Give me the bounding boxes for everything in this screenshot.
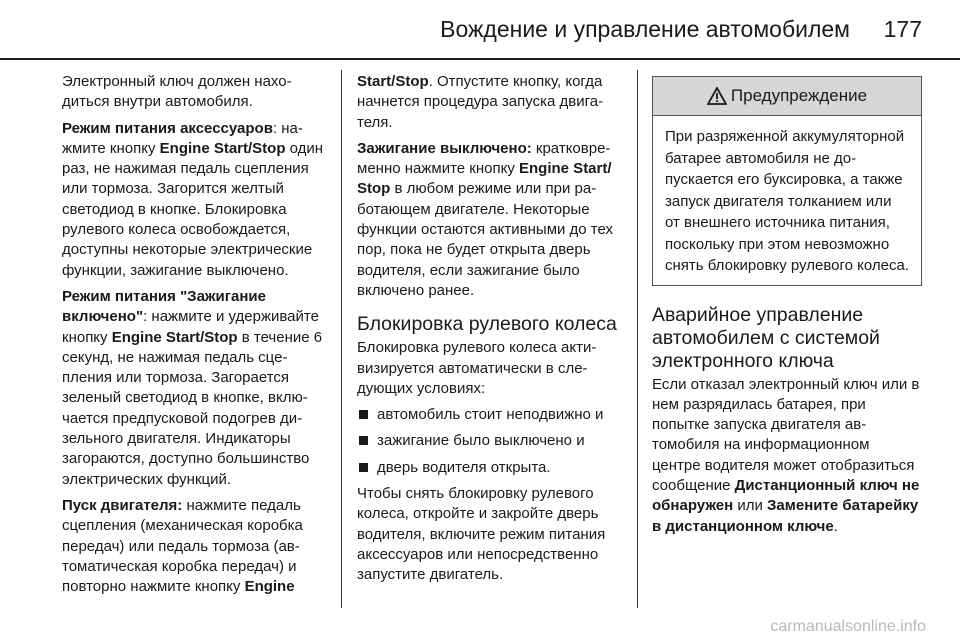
warning-box [652, 76, 922, 286]
list-item-text: зажигание было выключено и [377, 432, 585, 450]
condition-list [357, 405, 624, 478]
paragraph-key-inside: Электронный ключ должен находиться внутри автомобиля. [62, 73, 292, 111]
list-item-text: автомобиль стоит неподвижно и [377, 406, 604, 424]
section-heading-steering-lock: Блокировка рулевого колеса [357, 313, 617, 336]
page-header [0, 0, 960, 60]
warning-header [653, 77, 921, 116]
message-key-not-detected: Дистанционный ключ не обнаружен [652, 476, 920, 515]
paragraph-engine-start [62, 496, 327, 597]
bullet-square-icon [359, 410, 368, 419]
paragraph-steering-lock-conditions: Блокировка рулевого колеса активизируется автоматически в следующих условиях: [357, 339, 597, 397]
paragraph-start-stop-continued [357, 72, 624, 133]
text-run: : нажмите кнопку [62, 119, 303, 157]
paragraph-accessory-mode [62, 119, 327, 281]
paragraph-ignition-on-mode [62, 287, 327, 490]
ignition-off-label: Зажигание выключено: [357, 139, 532, 157]
list-item [357, 458, 624, 478]
start-stop-term: Start/Stop [357, 73, 429, 90]
header-divider [0, 58, 960, 60]
warning-title: Предупреждение [730, 85, 868, 105]
engine-term: Engine [244, 578, 295, 596]
message-replace-battery: Замените батарейку в дистанционном ключе [652, 497, 919, 535]
text-run: в течение 6 секунд, не нажимая педаль сцепления или тормоза. Загорается зеленый светодиод в кнопке, включается предпусковой подогрев дизельного двигателя. Индикаторы загораются, доступно большинство электрических функций. [62, 328, 323, 488]
column-3 [652, 72, 922, 543]
list-item [357, 405, 624, 425]
text-run: . Отпустите кнопку, когда начнется процедура запуска двигателя. [357, 73, 604, 131]
text-run: Если отказал электронный ключ или в нем разрядилась батарея, при попытке запуска двигателя автомобиля на информационном центре водителя может отобразиться сообщение [652, 375, 920, 494]
accessory-mode-label: Режим питания аксессуаров [62, 119, 273, 137]
paragraph-emergency-operation [652, 375, 922, 537]
engine-start-stop-term: Engine Start/ Stop [357, 160, 612, 198]
ignition-on-label: Режим питания "Зажигание включено" [62, 287, 266, 326]
engine-start-label: Пуск двигателя: [62, 496, 183, 514]
text-run: один раз, не нажимая педаль сцепления или тормоза. Загорится желтый светодиод в кнопке. Блокировка рулевого колеса освобождается, доступны некоторые электрические функции, зажигание выключено. [62, 139, 324, 279]
column-divider-1 [341, 70, 342, 608]
paragraph-unlock-steering: Чтобы снять блокировку рулевого колеса, откройте и закройте дверь водителя, включите режим питания аксессуаров или непосредственно запустите двигатель. [357, 485, 606, 584]
list-item-text: дверь водителя открыта. [377, 458, 551, 476]
column-1 [62, 72, 327, 603]
bullet-square-icon [359, 463, 368, 472]
page-number: 177 [883, 16, 922, 42]
section-heading-emergency: Аварийное управление автомобилем с системой электронного ключа [652, 303, 880, 372]
watermark: carmanualsonline.info [770, 618, 926, 635]
text-run: нажмите педаль сцепления (механическая коробка передач) или педаль тормоза (автоматическая коробка передач) и повторно нажмите кнопку [62, 496, 303, 596]
text-run: : нажмите и удерживайте кнопку [62, 308, 319, 346]
column-2 [357, 72, 624, 592]
text-run: или [733, 497, 768, 515]
text-run: кратковременно нажмите кнопку [357, 139, 611, 178]
engine-start-stop-term: Engine Start/Stop [159, 139, 286, 157]
list-item [357, 431, 624, 451]
warning-triangle-icon [707, 87, 727, 105]
text-run: . [833, 517, 838, 535]
paragraph-ignition-off [357, 139, 624, 301]
bullet-square-icon [359, 436, 368, 445]
warning-text: При разряженной аккумуляторной батарее автомобиля не допускается его буксировка, а также запуск двигателя толканием или от внешнего источника питания, поскольку при этом невозможно снять блокировку рулевого колеса. [665, 128, 910, 274]
engine-start-stop-term: Engine Start/Stop [111, 328, 238, 346]
page-title: Вождение и управление автомобилем [440, 16, 850, 42]
text-run: в любом режиме или при работающем двигателе. Некоторые функции остаются активными до тех пор, пока не будет открыта дверь водителя, если зажигание было включено ранее. [357, 180, 614, 299]
column-divider-2 [637, 70, 638, 608]
